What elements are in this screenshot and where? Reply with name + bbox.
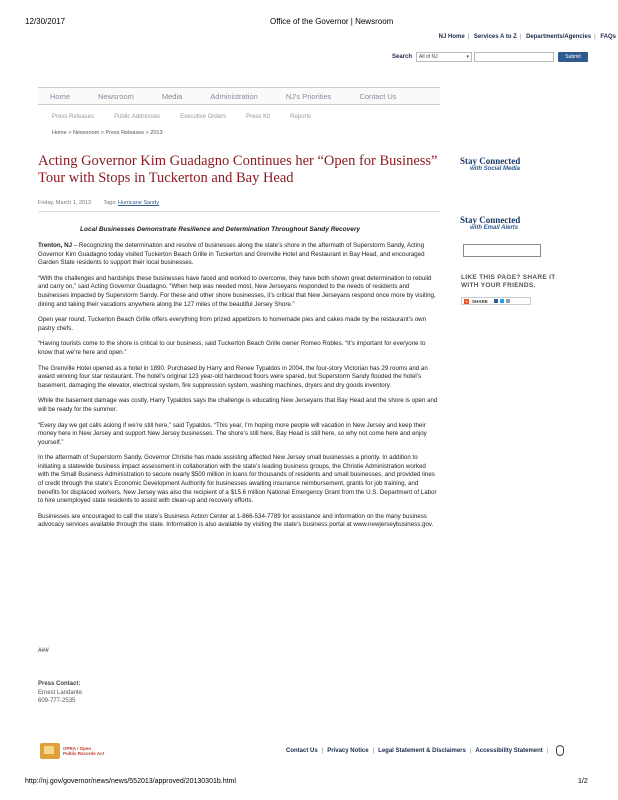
footer-legal-link[interactable]: Legal Statement & Disclaimers <box>378 747 466 754</box>
search-scope-value: All of NJ <box>419 54 438 60</box>
subnav-reports[interactable]: Reports <box>290 114 312 120</box>
paragraph: In the aftermath of Superstorm Sandy, Governor Christie has made assisting affected New Jersey small businesses a priority. In addition to initiating a statewide business impact assessment in collaboration with the state’s leading business groups, the Christie Administration worked with the Small Business Administration to secure nearly $500 million in loans for thousands of residents and small businesses, and provided lines of credit through the state’s Economic Development Authority for businesses awaiting insurance reimbursement, grants for job training, and benefits for displaced workers. New Jersey was also the recipient of a $15.6 million National Emergency Grant from the U.S. Department of Labor to hire unemployed state residents to assist with clean-up and recovery efforts. <box>38 454 437 505</box>
article-subhead: Local Businesses Demonstrate Resilience and Determination Throughout Sandy Recovery <box>80 226 360 233</box>
tag-link[interactable]: Hurricane Sandy <box>118 200 159 206</box>
subnav-executive-orders[interactable]: Executive Orders <box>180 114 227 120</box>
share-button[interactable] <box>461 297 531 305</box>
separator: | <box>467 34 470 40</box>
stay-connected-title: Stay Connected <box>460 156 521 166</box>
opra-logo-line: OPRA / Open <box>63 746 92 751</box>
search-input[interactable] <box>474 52 554 62</box>
footer-accessibility-link[interactable]: Accessibility Statement <box>475 747 543 754</box>
breadcrumb[interactable]: Home > Newsroom > Press Releases > 2013 <box>52 130 163 136</box>
nav-newsroom[interactable]: Newsroom <box>98 91 134 101</box>
search-bar <box>392 50 588 64</box>
share-label: SHARE <box>472 298 488 304</box>
footer-contact-link[interactable]: Contact Us <box>286 747 318 754</box>
contact-heading: Press Contact: <box>38 681 81 687</box>
paragraph-text: – Recognizing the determination and resolve of businesses along the state’s shore in the aftermath of Superstorm Sandy, Acting Governor Kim Guadagno today visited Tuckerton Beach Grille in Tuckerton and Grenville Hotel and Restaurant in Bay Head, and encouraged Garden State residents to support their local businesses. <box>38 242 425 267</box>
search-submit-button[interactable]: Submit <box>558 52 588 62</box>
subnav-public-addresses[interactable]: Public Addresses <box>114 114 161 120</box>
separator: | <box>546 747 549 754</box>
footer-links <box>286 745 564 756</box>
seal-icon <box>40 743 60 759</box>
print-date: 12/30/2017 <box>25 17 66 26</box>
footer-privacy-link[interactable]: Privacy Notice <box>327 747 369 754</box>
facebook-icon <box>494 299 498 303</box>
contact-info <box>38 689 82 705</box>
nav-media[interactable]: Media <box>161 91 183 101</box>
stay-connected-email[interactable] <box>460 215 520 231</box>
stay-connected-title: Stay Connected <box>460 215 521 225</box>
departments-link[interactable]: Departments/Agencies <box>526 34 592 40</box>
faqs-link[interactable]: FAQs <box>600 34 616 40</box>
nj-home-link[interactable]: NJ Home <box>438 34 465 40</box>
nav-contact[interactable]: Contact Us <box>359 91 397 101</box>
share-prompt-line: WITH YOUR FRIENDS. <box>461 282 536 289</box>
top-links <box>439 34 616 40</box>
tags-label: Tags: <box>103 200 117 206</box>
stay-connected-social[interactable] <box>460 156 520 172</box>
plus-icon: + <box>465 298 468 304</box>
opra-logo-line: Public Records Act <box>63 751 105 756</box>
accessibility-icon[interactable] <box>556 745 564 756</box>
search-label: Search <box>392 54 413 60</box>
article-meta <box>38 200 440 212</box>
paragraph <box>38 242 438 268</box>
chevron-down-icon: ▾ <box>466 54 470 60</box>
contact-name: Ernest Landante <box>38 690 83 696</box>
opra-logo[interactable] <box>40 743 104 759</box>
email-icon <box>506 299 510 303</box>
services-link[interactable]: Services A to Z <box>473 34 517 40</box>
end-mark: ### <box>38 647 49 654</box>
print-title: Office of the Governor | Newsroom <box>270 17 394 26</box>
nav-priorities[interactable]: NJ's Priorities <box>285 91 332 101</box>
paragraph: While the basement damage was costly, Harry Typaldos says the challenge is educating New Jerseyans that Bay Head and the shore is open and will be ready for the summer. <box>38 397 438 413</box>
paragraph: “With the challenges and hardships these businesses have faced and worked to overcome, they have both shown great determination to rebuild and carry on,” said Acting Governor Guadagno. “When help was needed most, New Jerseyans responded to the needs of residents and businesses impacted by Superstorm Sandy. For these and other shore businesses, it’s critical that New Jerseyans respond once more by visiting, dining and taking their vacations anywhere along the 127 miles of the beautiful Jersey Shore.” <box>38 274 436 308</box>
paragraph: Open year round, Tuckerton Beach Grille offers everything from prized appetizers to homemade pies and cakes made by the restaurant’s own pastry chefs. <box>38 316 427 332</box>
main-nav <box>38 87 440 105</box>
paragraph: The Grenville Hotel opened as a hotel in 1890. Purchased by Harry and Renee Typaldos in 2004, the four-story Victorian has 29 rooms and an award winning four star restaurant. The hotel’s original 123 year-old hardwood floors were spared, but Superstorm Sandy flooded the hotel’s basement, damaging the elevator, electrical system, fire suppression system, washing machines, dryers and dry goods inventory. <box>38 364 428 389</box>
nav-administration[interactable]: Administration <box>210 91 258 101</box>
separator: | <box>519 34 522 40</box>
share-prompt <box>461 274 555 290</box>
article-body <box>38 242 438 537</box>
separator: | <box>372 747 375 754</box>
share-prompt-line: LIKE THIS PAGE? SHARE IT <box>461 274 556 281</box>
contact-phone: 609-777-2535 <box>38 698 76 704</box>
print-url: http://nj.gov/governor/news/news/552013/approved/20130301b.html <box>25 778 236 785</box>
article-date: Friday, March 1, 2013 <box>38 200 92 206</box>
separator: | <box>469 747 472 754</box>
subnav-press-kit[interactable]: Press Kit <box>246 114 271 120</box>
sub-nav <box>52 114 331 120</box>
opra-logo-text <box>63 746 104 756</box>
separator: | <box>321 747 324 754</box>
paragraph: “Every day we get calls asking if we’re still here,” said Typaldos. “This year, I’m hoping more people will vacation in New Jersey and keep their money here in New Jersey and support New Jersey businesses. The shore’s still here, Bay Head is still here, so why not come here and enjoy yourself.” <box>38 421 427 446</box>
social-media-link[interactable]: with Social Media <box>470 166 521 172</box>
separator: | <box>594 34 596 40</box>
subnav-press-releases[interactable]: Press Releases <box>52 114 95 120</box>
search-scope-select[interactable] <box>416 52 472 62</box>
twitter-icon <box>500 299 504 303</box>
email-input[interactable] <box>463 244 541 257</box>
email-alerts-link[interactable]: with Email Alerts <box>470 225 519 231</box>
print-page-number: 1/2 <box>578 778 588 785</box>
paragraph: “Having tourists come to the shore is critical to our business, said Tuckerton Beach Grille owner Romeo Robles. “It’s important for everyone to know that we’re here and open.” <box>38 340 426 356</box>
dateline: Trenton, NJ <box>38 242 73 249</box>
nav-home[interactable]: Home <box>50 91 71 101</box>
page-title: Acting Governor Kim Guadagno Continues her “Open for Business” Tour with Stops in Tuckerton and Bay Head <box>38 153 438 186</box>
paragraph: Businesses are encouraged to call the state’s Business Action Center at 1-866-534-7789 for assistance and information on the many business advocacy services available through the state. Information is also available by visiting the state’s business portal at www.newjerseybusiness.gov. <box>38 512 434 529</box>
